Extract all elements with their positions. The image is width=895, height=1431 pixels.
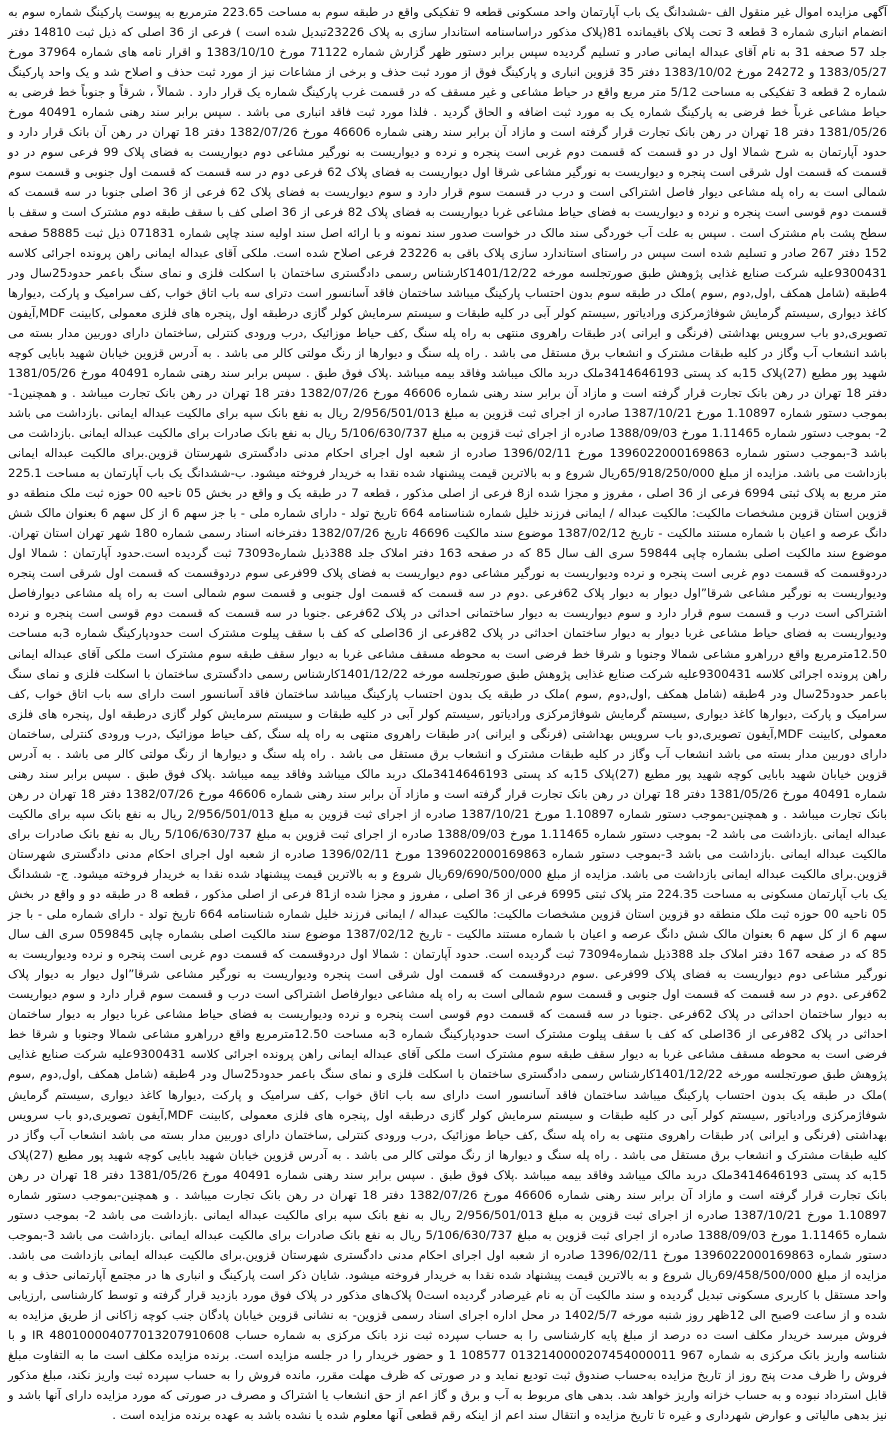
auction-notice-body: آگهی مزایده اموال غیر منقول الف -ششدانگ یک باب آپارتمان واحد مسکونی قطعه 9 تفکیکی واقع در طبقه سوم به مساحت 223.65 مترمربع به پیوست پارکینگ شماره سوم به انضمام انباری شماره 3 قطعه 3 تحت پلاک باقیمانده 81(پلاک مذکور دراساسنامه استاندار سازی به پلاک 23226تبدیل شده است ) فرعی از 36 اصلی که ذیل ثبت 14810 دفتر جلد 57 صحفه 31 به نام آقای عبداله ایمانی صادر و تسلیم گردیده سپس برابر دستور ظهر گزارش شماره 71122 مورخ 1383/10/10 و اقرار نامه های شماره 37964 مورخ 1383/05/27 و 24272 مورخ 1383/10/02 دفتر 35 قزوین انباری و پارکینگ فوق از مورد ثبت حذف و برخی از مشاعات نیز از مورد ثبت حذف و اصلاح شد و یک واحد پارکینگ شماره 2 قطعه 3 تفکیکی به مساحت 5/12 متر مربع واقع در حیاط مشاعی و غیر مسقف که در قسمت غرب پارکینگ شماره یک قرار دارد . شمالاً ، شرقاً و جنوباً خط فرضی به حیاط مشاعی غرباً خط فرضی به پارکینگ شماره یک به مورد ثبت اضافه و الحاق گردید . فلذا مورد ثبت فاقد انباری می باشد . سپس برابر سند رهنی شماره 40491 مورخ 1381/05/26 دفتر 18 تهران در رهن بانک تجارت قرار گرفته است و مازاد آن برابر سند رهنی شماره 46606 مورخ 1382/07/26 دفتر 18 تهران در رهن آن بانک قرار دارد و حدود آپارتمان به شرح شمالا اول در دو قسمت که قسمت دوم غربی است پنجره و نرده و دیواریست به نورگیر مشاعی دوم دیواریست به فضای پلاک 99 فرعی سوم در دو قسمت که قسمت اول شرقی است پنجره و دیواریست به نورگیر مشاعی شرقا اول دیواریست به فضای پلاک 62 فرعی دوم در سه قسمت که قسمت اول جنوبی و قسمت سوم شمالی است به راه پله مشاعی دیوار فاصل اشتراکی است و درب در قسمت سوم قرار دارد و سوم دیواریست به فضای پلاک 62 فرعی از 36 اصلی جنوبا در سه قسمت که قسمت دوم قوسی است پنجره و نرده و دیواریست به فضای حیاط مشاعی غربا دیواریست به فضای پلاک 82 فرعی از 36 اصلی کف با سقف طبقه دوم مشترک است و سقف با سطح پشت بام مشترک است . سپس به علت آب خوردگی سند مالک در خواست صدور سند نمونه و با ارائه اصل سند اولیه سند چاپی شماره 071831 ذیل ثبت 58885 صفحه 152 دفتر 267 صادر و تسلیم شده است سپس در راستای استاندارد سازی پلاک باقی به 23226 فرعی اصلاح شده است. ملکی آقای عبداله ایمانی راهن پرونده اجرائی کلاسه 9300431علیه شرکت صنایع غذایی پژوهش طبق صورتجلسه مورخه 1401/12/22کارشناس رسمی دادگستری ساختمان با اسکلت فلزی و نمای سنگ باعمر حدود25سال ودر 4طبقه (شامل همکف ,اول,دوم ,سوم )ملک در طبقه سوم بدون احتساب پارکینگ میباشد ساختمان فاقد آسانسور است دترای سه باب اتاق خواب ,کف سرامیک و پارکت ,دیوارها کاغذ دیواری ,سیستم گرمایش شوفاژمرکزی ورادیاتور ,سیستم کولر آبی در کلیه طبقات و سیستم سرمایش کولر گازی درطبقه اول ,پنجره های فلزی معمولی ,کابینت MDF,آیفون تصویری,دو باب سرویس بهداشتی (فرنگی و ایرانی )در طبقات راهروی منتهی به راه پله سنگ ,کف حیاط موزائیک ,درب ورودی کنترلی ,ساختمان دارای دوربین مدار بسته می باشد انشعاب آب وگاز در کلیه طبقات مشترک و انشعاب برق مستقل می باشد . راه پله سنگ و دیوارها از رنگ مولتی کالر می باشد . به آدرس قزوین خیابان شهید بابایی کوچه شهید پور مطیع (27)پلاک 15به کد پستی 3414646193ملک دربد مالک میباشد وفاقد بیمه میباشد .پلاک فوق طبق . سپس برابر سند رهنی شماره 40491 مورخ 1381/05/26 دفتر 18 تهران در رهن بانک تجارت قرار گرفته است و مازاد آن برابر سند رهنی شماره 46606 مورخ 1382/07/26 دفتر 18 تهران در رهن بانک تجارت میباشد . و همچنین1- بموجب دستور شماره 1.10897 مورخ 1387/10/21 صادره از اجرای ثبت قزوین به مبلغ 2/956/501/013 ریال به نفع بانک سپه برای مالکیت عبداله ایمانی .بازداشت می باشد 2- بموجب دستور شماره 1.11465 مورخ 1388/09/03 صادره از اجرای ثبت قزوین به مبلغ 5/106/630/737 ریال به نفع بانک صادرات برای مالکیت عبداله ایمانی .بازداشت می باشد 3-بموجب دستور شماره 139602200016986​3 مورخ 1396/02/11 صادره از شعبه اول اجرای احکام مدنی دادگستری شهرستان قزوین.برای مالکیت عبداله ایمانی بازداشت می باشد. مزایده از مبلغ 65/918/250/000ریال شروع و به بالاترین قیمت پیشنهاد شده نقدا به خریدار فروخته میشود. ب-ششدانگ یک باب آپارتمان به مساحت 225.1 متر مربع به پلاک ثبتی 6994 فرعی از 36 اصلی ، مفروز و مجزا شده از8 فرعی از اصلی مذکور ، قطعه 7 در طبقه یک و واقع در بخش 05 ناحیه 00 حوزه ثبت ملک منطقه دو قزوین استان قزوین مشخصات مالکیت: مالکیت عبداله / ایمانی فرزند خلیل شماره شناسنامه 664 تاریخ تولد - دارای شماره ملی - با جز سهم 6 از کل سهم 6 بعنوان مالک شش دانگ عرصه و اعیان با شماره مستند مالکیت - تاریخ 1387/02/12 موضوع سند مالکیت 46696 تاریخ 1382/07/26 دفترخانه اسناد رسمی شماره 180 شهر تهران استان تهران. موضوع سند مالکیت اصلی بشماره چاپی 59844 سری الف سال 85 که در صفحه 163 دفتر املاک جلد 388ذیل شماره73093 ثبت گردیده است.حدود آپارتمان : شمالا اول دردوقسمت که قسمت دوم غربی است پنجره و نرده ودیواریست به نورگیر مشاعی دوم دیواریست به فضای پلاک 99فرعی سوم دردوقسمت که قسمت اول شرقی است پنجره ودیواریست به نورگیر مشاعی شرقا”اول دیوار به دیوار پلاک 62فرعی .دوم در سه قسمت که قسمت اول جنوبی و قسمت سوم شمالی است به راه پله مشاعی دیوارفاصل اشتراکی است درب و قسمت سوم قرار دارد و سوم دیواریست به دیوار ساختمانی احداثی در پلاک 62فرعی .جنوبا در سه قسمت که قسمت دوم قوسی است پنجره و نرده ودیواریست به فضای حیاط مشاعی غربا دیوار به دیوار ساختمان احداثی در پلاک 82فرعی از 36اصلی که کف با سقف پیلوت مشترک است حدودپارکینگ شماره 3به مساحت 12.50مترمربع واقع درراهرو مشاعی شمالا وجنوبا و شرقا خط فرضی است به محوطه مسقف مشاعی غربا به دیوار سقف طبقه سوم مشترک است ملکی آقای عبداله ایمانی راهن پرونده اجرائی کلاسه 9300431علیه شرکت صنایع غذایی پژوهش طبق صورتجلسه مورخه 1401/12/22کارشناس رسمی دادگستری ساختمان با اسکلت فلزی و نمای سنگ باعمر حدود25سال ودر 4طبقه (شامل همکف ,اول,دوم ,سوم )ملک در طبقه یک بدون احتساب پارکینگ میباشد ساختمان فاقد آسانسور است دارای سه باب اتاق خواب ,کف سرامیک و پارکت ,دیوارها کاغذ دیواری ,سیستم گرمایش شوفاژمرکزی ورادیاتور ,سیستم کولر آبی در کلیه طبقات و سیستم سرمایش کولر گازی درطبقه اول ,پنجره های فلزی معمولی ,کابینت MDF,آیفون تصویری,دو باب سرویس بهداشتی (فرنگی و ایرانی )در طبقات راهروی منتهی به راه پله سنگ ,کف حیاط موزائیک ,درب ورودی کنترلی ,ساختمان دارای دوربین مدار بسته می باشد انشعاب آب وگاز در کلیه طبقات مشترک و انشعاب برق مستقل می باشد . راه پله سنگ و دیوارها از رنگ مولتی کالر می باشد . به آدرس قزوین خیابان شهید بابایی کوچه شهید پور مطیع (27)پلاک 15به کد پستی 3414646193ملک دربد مالک میباشد وفاقد بیمه میباشد .پلاک فوق طبق . سپس برابر سند رهنی شماره 40491 مورخ 1381/05/26 دفتر 18 تهران در رهن بانک تجارت قرار گرفته است و مازاد آن برابر سند رهنی شماره 46606 مورخ 1382/07/26 دفتر 18 تهران در رهن بانک تجارت میباشد . و همچنین-بموجب دستور شماره 1.10897 مورخ 1387/10/21 صادره از اجرای ثبت قزوین به مبلغ 2/956/501/013 ریال به نفع بانک سپه برای مالکیت عبداله ایمانی .بازداشت می باشد 2- بموجب دستور شماره 1.11465 مورخ 1388/09/03 صادره از اجرای ثبت قزوین به مبلغ 5/106/630/737 ریال به نفع بانک صادرات برای مالکیت عبداله ایمانی .بازداشت می باشد 3-بموجب دستور شماره 1396022000169863 مورخ 1396/02/11 صادره از شعبه اول اجرای احکام مدنی دادگستری شهرستان قزوین.برای مالکیت عبداله ایمانی بازداشت می باشد. مزایده از مبلغ 69/690/500/000ریال شروع و به بالاترین قیمت پیشنهاد شده نقدا به خریدار فروخته میشود. ج- ششدانگ یک باب آپارتمان مسکونی به مساحت 224.35 متر پلاک ثبتی 6995 فرعی از 36 اصلی ، مفروز و مجزا شده از81 فرعی از اصلی مذکور ، قطعه 8 در طبقه دو و واقع در بخش 05 ناحیه 00 حوزه ثبت ملک منطقه دو قزوین استان قزوین مشخصات مالکیت: مالکیت عبداله / ایمانی فرزند خلیل شماره شناسنامه 664 تاریخ تولد - دارای شماره ملی - با جز سهم 6 از کل سهم 6 بعنوان مالک شش دانگ عرصه و اعیان با شماره مستند مالکیت - تاریخ 1387/02/12 موضوع سند مالکیت اصلی بشماره چاپی 059845 سری الف سال 85 که در صفحه 167 دفتر املاک جلد 388ذیل شماره73094 ثبت گردیده است. حدود آپارتمان : شمالا اول دردوقسمت که قسمت دوم غربی است پنجره و نرده ودیواریست به نورگیر مشاعی دوم دیواریست به فضای پلاک 99فرعی .سوم دردوقسمت که قسمت اول شرقی است پنجره ودیواریست به نورگیر مشاعی شرقا”اول دیوار به دیوار پلاک 62فرعی .دوم در سه قسمت که قسمت اول جنوبی و قسمت سوم شمالی است به راه پله مشاعی دیوارفاصل اشتراکی است درب و قسمت سوم قرار دارد و سوم دیواریست به دیوار ساختمان احداثی در پلاک 62فرعی .جنوبا در سه قسمت که قسمت دوم قوسی است پنجره و نرده ودیواریست به فضای حیاط مشاعی غربا دیوار به دیوار ساختمان احداثی در پلاک 82فرعی از 36اصلی که کف با سقف پیلوت مشترک است حدودپارکینگ شماره 3به مساحت 12.50مترمربع واقع درراهرو مشاعی شمالا وجنوبا و شرقا خط فرضی است به محوطه مسقف مشاعی غربا به دیوار سقف طبقه سوم مشترک است ملکی آقای عبداله ایمانی راهن پرونده اجرائی کلاسه 9300431علیه شرکت صنایع غذایی پژوهش طبق صورتجلسه مورخه 1401/12/22کارشناس رسمی دادگستری ساختمان با اسکلت فلزی و نمای سنگ باعمر حدود25سال ودر 4طبقه (شامل همکف ,اول,دوم ,سوم )ملک در طبقه یک بدون احتساب پارکینگ میباشد ساختمان فاقد آسانسور است دارای سه باب اتاق خواب ,کف سرامیک و پارکت ,دیوارها کاغذ دیواری ,سیستم گرمایش شوفاژمرکزی ورادیاتور ,سیستم کولر آبی در کلیه طبقات و سیستم سرمایش کولر گازی درطبقه اول ,پنجره های فلزی معمولی ,کابینت MDF,آیفون تصویری,دو باب سرویس بهداشتی (فرنگی و ایرانی )در طبقات راهروی منتهی به راه پله سنگ ,کف حیاط موزائیک ,درب ورودی کنترلی ,ساختمان دارای دوربین مدار بسته می باشد انشعاب آب وگاز در کلیه طبقات مشترک و انشعاب برق مستقل می باشد . راه پله سنگ و دیوارها از رنگ مولتی کالر می باشد . به آدرس قزوین خیابان شهید بابایی کوچه شهید پور مطیع (27)پلاک 15به کد پستی 3414646193ملک دربد مالک میباشد وفاقد بیمه میباشد .پلاک فوق طبق . سپس برابر سند رهنی شماره 40491 مورخ 1381/05/26 دفتر 18 تهران در رهن بانک تجارت قرار گرفته است و مازاد آن برابر سند رهنی شماره 46606 مورخ 1382/07/26 دفتر 18 تهران در رهن بانک تجارت میباشد . و همچنین-بموجب دستور شماره 1.10897 مورخ 1387/10/21 صادره از اجرای ثبت قزوین به مبلغ 2/956/501/013 ریال به نفع بانک سپه برای مالکیت عبداله ایمانی .بازداشت می باشد 2- بموجب دستور شماره 1.11465 مورخ 1388/09/03 صادره از اجرای ثبت قزوین به مبلغ 5/106/630/737 ریال به نفع بانک صادرات برای مالکیت عبداله ایمانی .بازداشت می باشد 3-بموجب دستور شماره 1396022000169863 مورخ 1396/02/11 صادره از شعبه اول اجرای احکام مدنی دادگستری شهرستان قزوین.برای مالکیت عبداله ایمانی بازداشت می باشد. مزایده از مبلغ 69/458/500/000ریال شروع و به بالاترین قیمت پیشنهاد شده نقدا به خریدار فروخته میشود. شایان ذکر است پارکینگ و انباری ها در مجتمع آپارتمانی حذف و به واحد مستقل با کاربری مسکونی تبدیل گردیده و سند مالکیت آن به نام غیرصادر گردیده است0 پلاک‌های مذکور در پلاک فوق مورد بازدید قرار گرفته و توسط کارشناسی ,ارزیابی شده و از ساعت 9صبح الی 12ظهر روز شنبه مورخه 1402/5/7 در محل اداره اجرای اسناد رسمی قزوین- به نشانی قزوین خیابان پادگان جنب کوچه زاکانی از طریق مزایده به فروش میرسد خریدار مکلف است ده درصد از مبلغ پایه کارشناسی را به حساب سپرده ثبت نزد بانک مرکزی به شماره حساب IR 480100004077013207910608 و با شناسه واریز بانک مرکزی به شماره 967 0132140000207454000011 108577 1 و حضور خریدار را در جلسه مزایده است. برنده مزایده مکلف است ما به التفاوت مبلغ فروش را ظرف مدت پنج روز از تاریخ مزایده به‌حساب صندوق ثبت تودیع نماید و در صورتی که ظرف مهلت مقرر، مانده فروش را به حساب سپرده ثبت واریز نکند، مبلغ مذکور قابل استرداد نبوده و به حساب خزانه واریز خواهد شد. بدهی های مربوط به آب و برق و گاز اعم از حق انشعاب یا اشتراک و مصرف در صورتی که مورد مزایده دارای آنها باشد و نیز بدهی مالیاتی و عوارض شهرداری و غیره تا تاریخ مزایده و انتقال سند اعم از اینکه رقم قطعی آنها معلوم شده یا نشده باشد به عهده برنده مزایده است . bbox=[8, 5, 888, 1423]
